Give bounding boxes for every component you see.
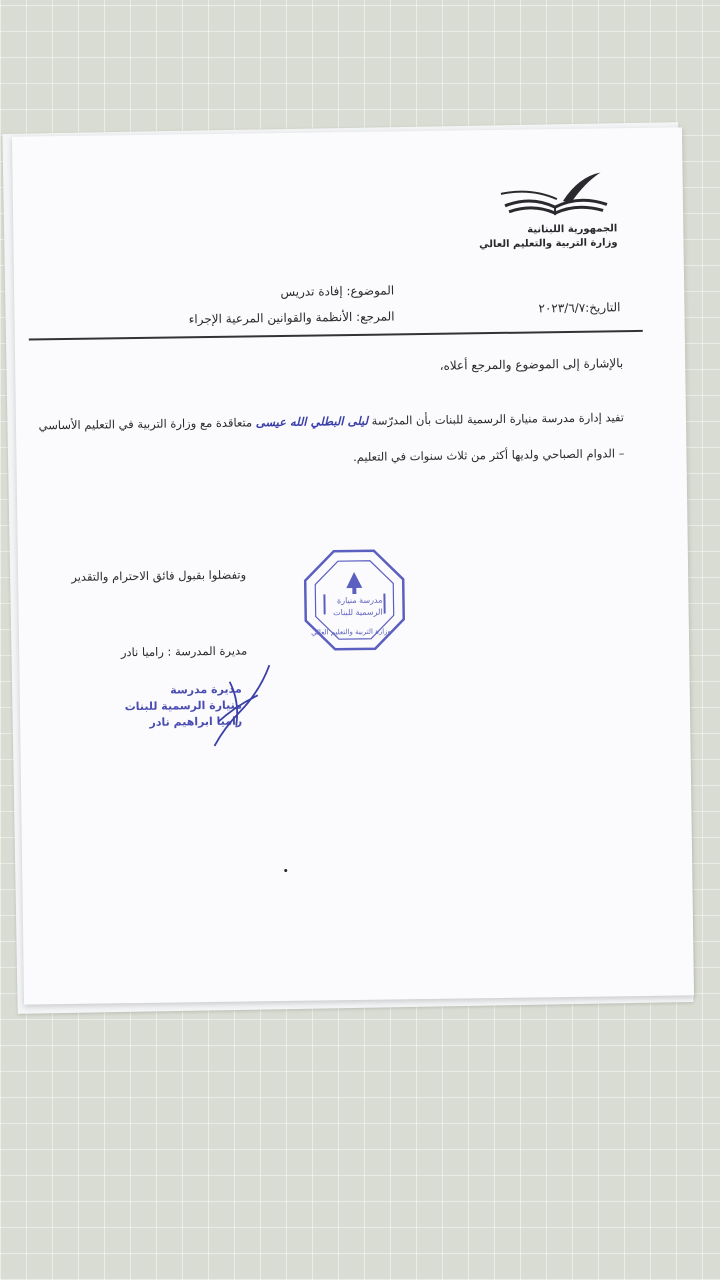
stamp-line-2: الرسمية للبنات [333, 607, 383, 618]
closing-regards: وتفضلوا بقبول فائق الاحترام والتقدير [71, 567, 247, 584]
director-signature [199, 661, 280, 752]
school-official-stamp [302, 547, 407, 652]
signature-stamp-line-1: مديرة مدرسة [170, 682, 242, 697]
letterhead-ministry: وزارة التربية والتعليم العالي [478, 237, 618, 251]
handwritten-teacher-name: ليلى البطلي الله عيسى [255, 413, 369, 430]
document-page [12, 127, 694, 1004]
stamp-ring-text: وزارة التربية والتعليم العالي [310, 627, 391, 637]
signature-stamp-line-2: منيارة الرسمية للبنات [124, 698, 243, 714]
reference-line: المرجع: الأنظمة والقوانين المرعية الإجراء [188, 309, 395, 327]
intro-line: بالإشارة إلى الموضوع والمرجع أعلاه، [439, 356, 624, 373]
stamp-line-1: مدرسة منيارة [336, 595, 383, 606]
body-line-2: – الدوام الصباحي ولديها أكثر من ثلاث سنوات في التعليم. [352, 446, 625, 464]
header-divider [29, 330, 643, 341]
ministry-book-logo [500, 168, 611, 222]
ink-dot [284, 869, 287, 872]
body-line-1-start: تفيد إدارة مدرسة منيارة الرسمية للبنات بأن المدرّسة [371, 410, 625, 428]
body-line-1-end: متعاقدة مع وزارة التربية في التعليم الأساسي [38, 415, 253, 433]
date-line: التاريخ:٢٠٢٣/٦/٧ [538, 300, 621, 316]
body-line-1 [38, 410, 624, 432]
director-line: مديرة المدرسة : راميا نادر [120, 643, 248, 660]
letterhead-country: الجمهورية اللبنانية [527, 223, 618, 236]
subject-line: الموضوع: إفادة تدريس [280, 283, 395, 299]
signature-stamp-line-3: راميا ابراهيم نادر [149, 714, 243, 729]
